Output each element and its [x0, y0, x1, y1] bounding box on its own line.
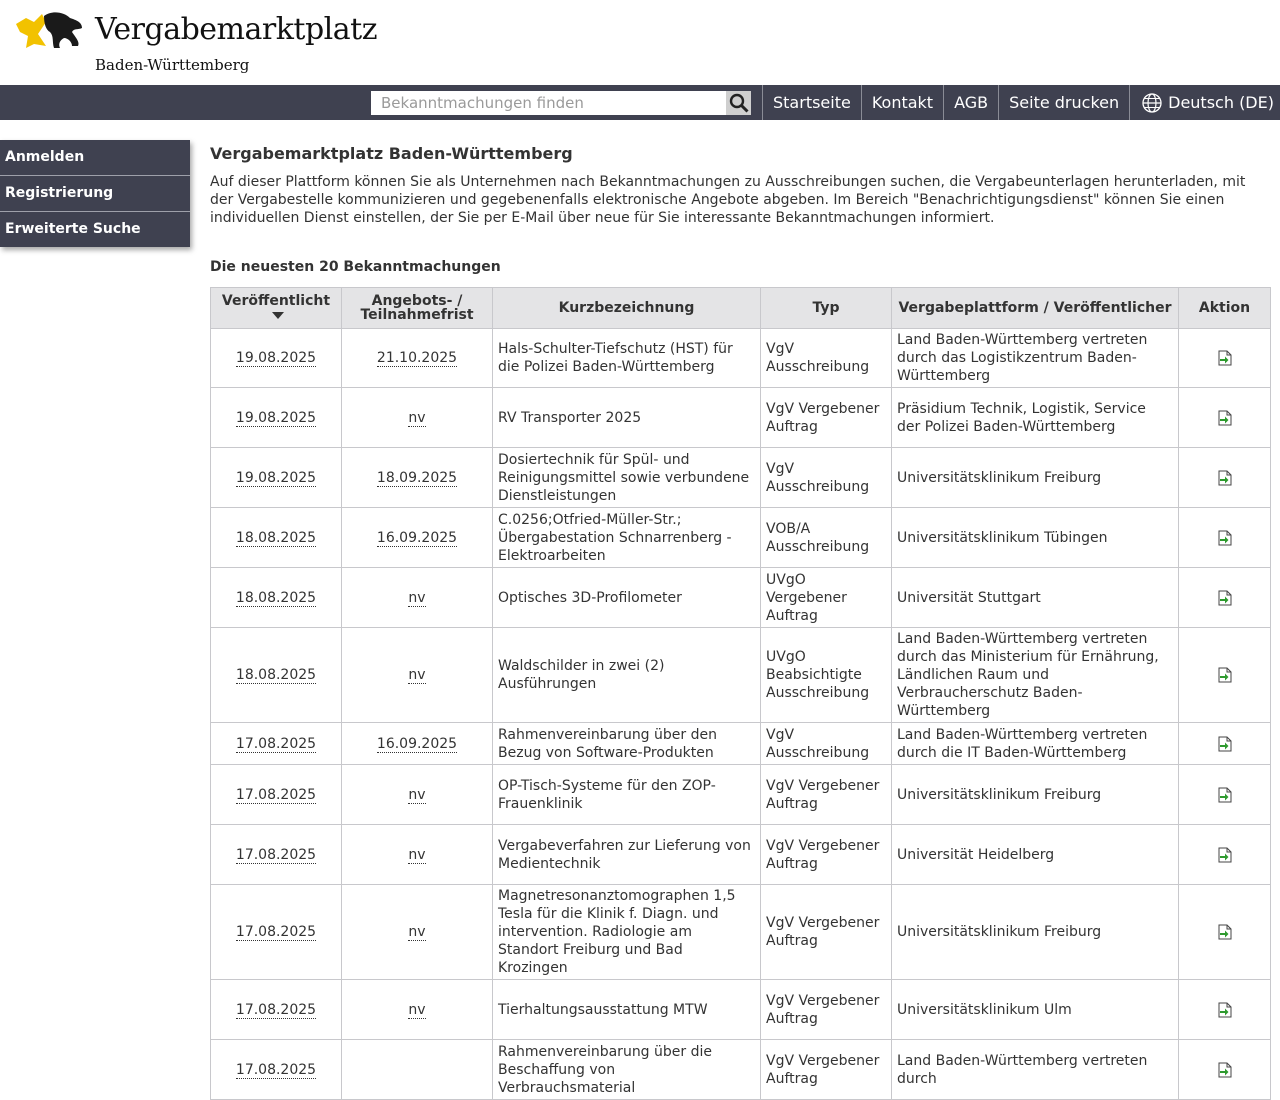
main-content [210, 140, 1270, 1100]
cell-title: Rahmenvereinbarung über den Bezug von Software-Produkten [493, 723, 761, 765]
table-row[interactable] [211, 568, 1271, 628]
cell-deadline [342, 980, 493, 1040]
table-row[interactable] [211, 388, 1271, 448]
cell-published [211, 448, 342, 508]
site-header [0, 0, 1280, 85]
open-document-icon[interactable] [1217, 590, 1233, 606]
top-navbar [0, 85, 1280, 120]
cell-publisher: Land Baden-Württemberg vertreten durch das Logistikzentrum Baden-Württemberg [892, 329, 1179, 388]
cell-title: RV Transporter 2025 [493, 388, 761, 448]
table-row[interactable] [211, 885, 1271, 980]
nav-link-agb[interactable]: AGB [943, 85, 998, 120]
brand-subtitle: Baden-Württemberg [95, 56, 250, 74]
nav-links [762, 85, 1280, 120]
table-row[interactable] [211, 329, 1271, 388]
cell-type: VgV Vergebener Auftrag [761, 825, 892, 885]
cell-type: VgV Vergebener Auftrag [761, 980, 892, 1040]
search-button[interactable] [726, 91, 751, 115]
globe-icon [1142, 93, 1162, 113]
sidebar-item-erweiterte-suche[interactable]: Erweiterte Suche [0, 212, 190, 247]
open-document-icon[interactable] [1217, 470, 1233, 486]
open-document-icon[interactable] [1217, 667, 1233, 683]
cell-title: Dosiertechnik für Spül- und Reinigungsmittel sowie verbundene Dienstleistungen [493, 448, 761, 508]
cell-action [1179, 765, 1271, 825]
sidebar [0, 140, 190, 247]
open-document-icon[interactable] [1217, 350, 1233, 366]
cell-type: VgV Ausschreibung [761, 448, 892, 508]
cell-type: VOB/A Ausschreibung [761, 508, 892, 568]
cell-type: UVgO Vergebener Auftrag [761, 568, 892, 628]
published-date[interactable]: 18.08.2025 [235, 529, 317, 546]
open-document-icon[interactable] [1217, 787, 1233, 803]
cell-published [211, 508, 342, 568]
cell-deadline [342, 1040, 493, 1100]
table-row[interactable] [211, 765, 1271, 825]
cell-deadline [342, 628, 493, 723]
cell-publisher: Land Baden-Württemberg vertreten durch das Ministerium für Ernährung, Ländlichen Raum und Verbraucherschutz Baden-Württemberg [892, 628, 1179, 723]
published-date[interactable]: 17.08.2025 [235, 924, 317, 940]
cell-publisher: Universitätsklinikum Tübingen [892, 508, 1179, 568]
announcements-table [210, 287, 1271, 1100]
cell-published [211, 388, 342, 448]
sidebar-item-anmelden[interactable]: Anmelden [0, 140, 190, 176]
cell-title: Tierhaltungsausstattung MTW [493, 980, 761, 1040]
deadline-date[interactable]: nv [408, 1001, 426, 1018]
published-date[interactable]: 18.08.2025 [235, 667, 317, 683]
section-title: Die neuesten 20 Bekanntmachungen [210, 259, 501, 275]
cell-action [1179, 568, 1271, 628]
cell-title: Waldschilder in zwei (2) Ausführungen [493, 628, 761, 723]
search-icon [729, 93, 749, 113]
cell-published [211, 568, 342, 628]
cell-title: C.0256;Otfried-Müller-Str.; Übergabestation Schnarrenberg - Elektroarbeiten [493, 508, 761, 568]
open-document-icon[interactable] [1217, 924, 1233, 940]
search-input[interactable] [371, 91, 726, 115]
deadline-date[interactable]: nv [408, 846, 426, 863]
column-header-deadline[interactable]: Angebots- / Teilnahmefrist [342, 288, 493, 329]
column-header-published[interactable]: Veröffentlicht [211, 288, 342, 329]
cell-type: VgV Ausschreibung [761, 329, 892, 388]
cell-publisher: Universitätsklinikum Freiburg [892, 885, 1179, 980]
table-body [211, 329, 1271, 1100]
column-header-type[interactable]: Typ [761, 288, 892, 329]
language-selector[interactable] [1129, 85, 1280, 120]
cell-title: Rahmenvereinbarung über die Beschaffung von Verbrauchsmaterial [493, 1040, 761, 1100]
column-header-publisher[interactable]: Vergabeplattform / Veröffentlicher [892, 288, 1179, 329]
published-date[interactable]: 17.08.2025 [235, 1001, 317, 1018]
cell-published [211, 980, 342, 1040]
table-header-row [211, 288, 1271, 329]
deadline-date[interactable]: nv [408, 667, 426, 683]
cell-deadline [342, 765, 493, 825]
cell-type: VgV Vergebener Auftrag [761, 765, 892, 825]
deadline-date[interactable]: 21.10.2025 [376, 350, 458, 366]
cell-published [211, 1040, 342, 1100]
cell-published [211, 329, 342, 388]
cell-deadline [342, 388, 493, 448]
cell-type: VgV Vergebener Auftrag [761, 885, 892, 980]
deadline-date[interactable]: 18.09.2025 [376, 469, 458, 486]
cell-action [1179, 825, 1271, 885]
page-title: Vergabemarktplatz Baden-Württemberg [210, 144, 573, 163]
cell-action [1179, 1040, 1271, 1100]
nav-link-startseite[interactable]: Startseite [762, 85, 861, 120]
open-document-icon[interactable] [1217, 410, 1233, 426]
cell-action [1179, 329, 1271, 388]
column-header-action: Aktion [1179, 288, 1271, 329]
cell-published [211, 885, 342, 980]
cell-published [211, 765, 342, 825]
language-label: Deutsch (DE) [1168, 93, 1274, 112]
deadline-date[interactable]: nv [408, 786, 426, 803]
nav-link-seite-drucken[interactable]: Seite drucken [998, 85, 1129, 120]
cell-action [1179, 885, 1271, 980]
cell-title: OP-Tisch-Systeme für den ZOP-Frauenklinik [493, 765, 761, 825]
cell-publisher: Universität Heidelberg [892, 825, 1179, 885]
open-document-icon[interactable] [1217, 1002, 1233, 1018]
table-row[interactable] [211, 723, 1271, 765]
column-header-title[interactable]: Kurzbezeichnung [493, 288, 761, 329]
cell-title: Vergabeverfahren zur Lieferung von Medientechnik [493, 825, 761, 885]
cell-deadline [342, 885, 493, 980]
cell-action [1179, 723, 1271, 765]
cell-action [1179, 388, 1271, 448]
cell-type: VgV Ausschreibung [761, 723, 892, 765]
published-date[interactable]: 19.08.2025 [235, 469, 317, 486]
lion-logo-icon[interactable] [16, 10, 86, 52]
open-document-icon[interactable] [1217, 847, 1233, 863]
cell-deadline [342, 723, 493, 765]
sidebar-item-registrierung[interactable]: Registrierung [0, 176, 190, 212]
cell-publisher: Universitätsklinikum Ulm [892, 980, 1179, 1040]
cell-type: VgV Vergebener Auftrag [761, 388, 892, 448]
cell-publisher: Land Baden-Württemberg vertreten durch [892, 1040, 1179, 1100]
deadline-date[interactable]: nv [408, 589, 426, 606]
published-date[interactable]: 17.08.2025 [235, 1061, 317, 1078]
cell-deadline [342, 448, 493, 508]
open-document-icon[interactable] [1217, 736, 1233, 752]
open-document-icon[interactable] [1217, 530, 1233, 546]
table-row[interactable] [211, 628, 1271, 723]
cell-publisher: Universität Stuttgart [892, 568, 1179, 628]
table-row[interactable] [211, 508, 1271, 568]
table-row[interactable] [211, 448, 1271, 508]
intro-text: Auf dieser Plattform können Sie als Unternehmen nach Bekanntmachungen zu Ausschreibungen suchen, die Vergabeunterlagen herunterladen, mit der Vergabestelle kommunizieren und gegebenenfalls elektronische Angebote abgeben. Im Bereich "Benachrichtigungsdienst" können Sie einen individuellen Dienst einstellen, der Sie per E-Mail über neue für Sie interessante Bekanntmachungen informiert. [210, 174, 1246, 226]
cell-title: Optisches 3D-Profilometer [493, 568, 761, 628]
brand-title[interactable]: Vergabemarktplatz [95, 12, 378, 47]
published-date[interactable]: 19.08.2025 [235, 350, 317, 366]
cell-action [1179, 448, 1271, 508]
open-document-icon[interactable] [1217, 1062, 1233, 1078]
published-date[interactable]: 19.08.2025 [235, 409, 317, 426]
cell-deadline [342, 508, 493, 568]
cell-type: UVgO Beabsichtigte Ausschreibung [761, 628, 892, 723]
cell-published [211, 628, 342, 723]
cell-published [211, 825, 342, 885]
cell-action [1179, 628, 1271, 723]
published-date[interactable]: 17.08.2025 [235, 735, 317, 752]
cell-title: Magnetresonanztomographen 1,5 Tesla für die Klinik f. Diagn. und intervention. Radiologie am Standort Freiburg und Bad Krozingen [493, 885, 761, 980]
deadline-date[interactable]: nv [408, 924, 426, 940]
published-date[interactable]: 18.08.2025 [235, 589, 317, 606]
cell-deadline [342, 825, 493, 885]
deadline-date[interactable]: nv [408, 409, 426, 426]
table-row[interactable] [211, 980, 1271, 1040]
cell-action [1179, 508, 1271, 568]
cell-publisher: Universitätsklinikum Freiburg [892, 448, 1179, 508]
cell-deadline [342, 568, 493, 628]
table-row[interactable] [211, 1040, 1271, 1100]
deadline-date[interactable]: 16.09.2025 [376, 529, 458, 546]
table-row[interactable] [211, 825, 1271, 885]
published-date[interactable]: 17.08.2025 [235, 846, 317, 863]
published-date[interactable]: 17.08.2025 [235, 786, 317, 803]
cell-deadline [342, 329, 493, 388]
sort-desc-icon[interactable] [272, 312, 284, 319]
deadline-date[interactable]: 16.09.2025 [376, 735, 458, 752]
cell-action [1179, 980, 1271, 1040]
cell-title: Hals-Schulter-Tiefschutz (HST) für die Polizei Baden-Württemberg [493, 329, 761, 388]
cell-published [211, 723, 342, 765]
nav-link-kontakt[interactable]: Kontakt [861, 85, 943, 120]
cell-type: VgV Vergebener Auftrag [761, 1040, 892, 1100]
cell-publisher: Universitätsklinikum Freiburg [892, 765, 1179, 825]
cell-publisher: Land Baden-Württemberg vertreten durch die IT Baden-Württemberg [892, 723, 1179, 765]
cell-publisher: Präsidium Technik, Logistik, Service der Polizei Baden-Württemberg [892, 388, 1179, 448]
